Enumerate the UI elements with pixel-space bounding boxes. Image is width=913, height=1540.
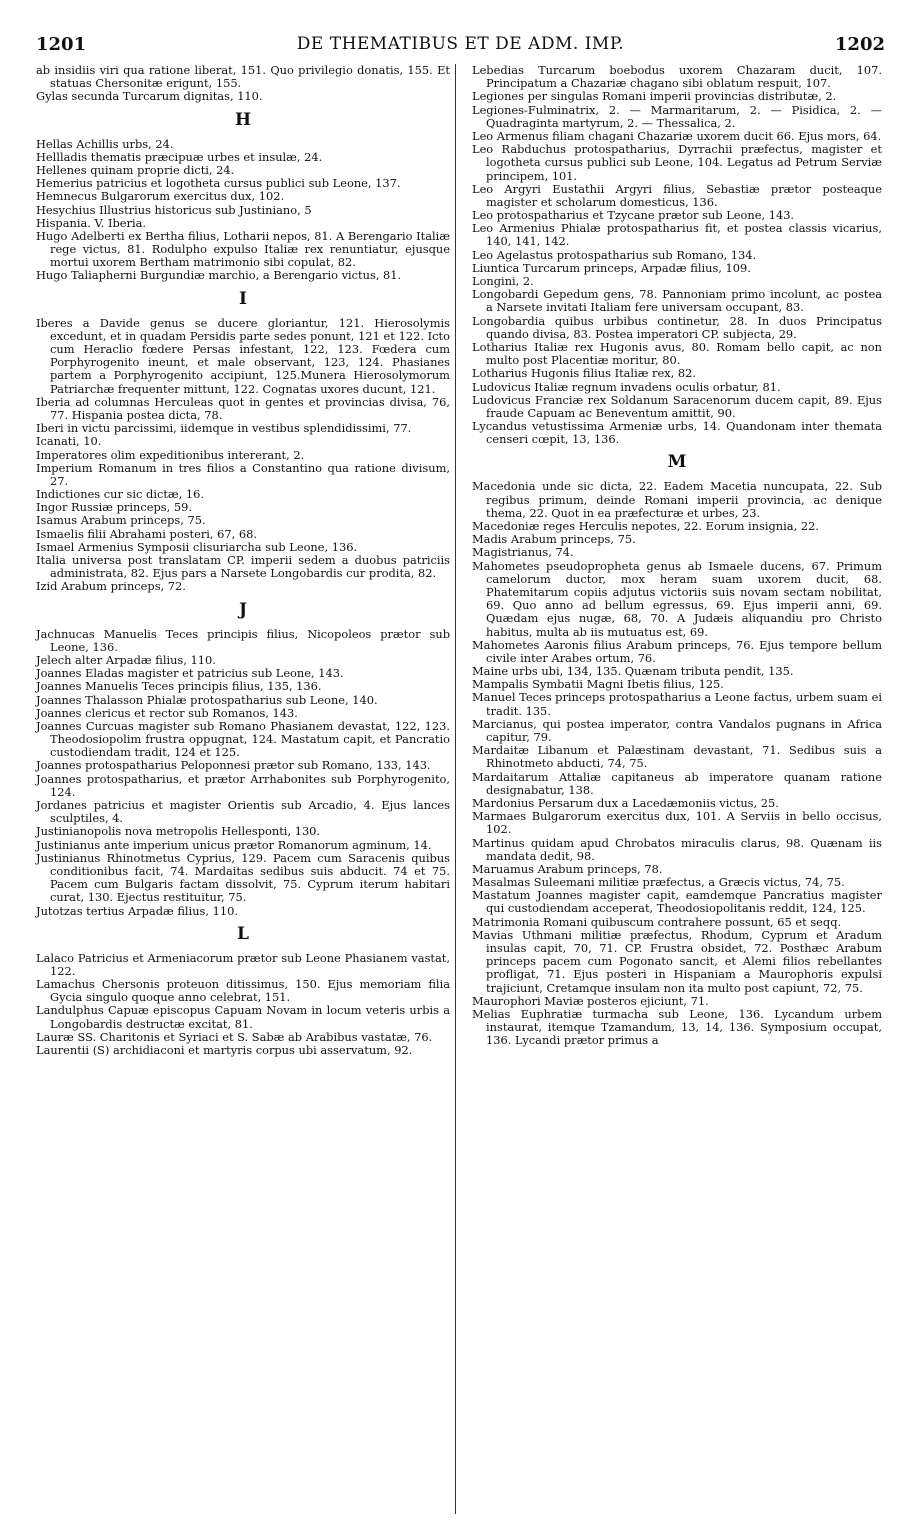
- index-entry: Ismaelis filii Abrahami posteri, 67, 68.: [36, 526, 258, 541]
- index-entry: Martinus quidam apud Chrobatos miraculis clarus, 98. Quænam iis mandata dedit, 98.: [472, 835, 882, 863]
- page-number-left: 1201: [36, 34, 87, 55]
- index-entry: Ingor Russiæ princeps, 59.: [36, 500, 192, 515]
- index-entry: Mardaitæ Libanum et Palæstinam devastant, 71. Sedibus suis a Rhinotmeto abducti, 74, 75.: [472, 743, 882, 771]
- index-entry: Hellenes quinam proprie dicti, 24.: [36, 162, 235, 177]
- right-column: [472, 64, 882, 1048]
- index-entry: Ludovicus Italiæ regnum invadens oculis orbatur, 81.: [472, 379, 781, 394]
- index-entry: Hugo Taliapherni Burgundiæ marchio, a Berengario victus, 81.: [36, 268, 402, 283]
- index-entry: Leo Rabduchus protospatharius, Dyrrachii præfectus, magister et logotheta cursus publici sub Leone, 104. Legatus ad Petrum Serviæ principem, 101.: [472, 142, 882, 183]
- index-entry: Indictiones cur sic dictæ, 16.: [36, 487, 204, 502]
- index-entry: Joannes Thalasson Phialæ protospatharius sub Leone, 140.: [36, 692, 378, 707]
- index-entry: Izid Arabum princeps, 72.: [36, 579, 186, 594]
- index-entry: Legiones per singulas Romani imperii provincias distributæ, 2.: [472, 89, 837, 104]
- index-entry: Mastatum Joannes magister capit, eamdemque Pancratius magister qui custodiendam acceperat, Theodosiopolitanis reddit, 124, 125.: [472, 888, 882, 916]
- index-entry: Mavias Uthmani militiæ præfectus, Rhodum, Cyprum et Aradum insulas capit, 70, 71. CP. Frustra obsidet, 72. Posthæc Arabum princeps pacem cum Pogonato sancit, et Alemi filios rebellantes profligat, 71. Ejus posteri in Hispaniam a Maurophoris expulsi trajiciunt, Cretamque insulam non ita multo post capiunt, 72, 75.: [472, 927, 882, 995]
- column-divider: [455, 64, 456, 1514]
- index-entry: Joannes protospatharius, et prætor Arrhabonites sub Porphyrogenito, 124.: [36, 771, 450, 799]
- index-entry: Lebedias Turcarum boebodus uxorem Chazaram ducit, 107. Principatum a Chazariæ chagano sibi oblatum respuit, 107.: [472, 63, 882, 91]
- index-entry: Leo Armenius Phialæ protospatharius fit, et postea classis vicarius, 140, 141, 142.: [472, 221, 882, 249]
- index-entry: Icanati, 10.: [36, 434, 102, 449]
- index-entry: Leo Argyri Eustathii Argyri filius, Sebastiæ prætor posteaque magister et scholarum domesticus, 136.: [472, 181, 882, 209]
- index-entry: Jachnucas Manuelis Teces principis filius, Nicopoleos prætor sub Leone, 136.: [36, 626, 450, 654]
- index-entry: Mahometes pseudopropheta genus ab Ismaele ducens, 67. Primum camelorum ductor, mox heram suam uxorem ducit, 68. Phatemitarum copiis adjutus victoriis suis novam sectam nobilitat, 69. Quo anno ad bellum egressus, 69. Ejus imperii anni, 69. Quædam ejus nugæ, 68, 70. A Judæis aliquandiu pro Christo habitus, multa ab iis mutuatus est, 69.: [472, 558, 882, 639]
- index-entry: Lotharius Italiæ rex Hugonis avus, 80. Romam bello capit, ac non multo post Placentiæ moritur, 80.: [472, 339, 882, 368]
- index-entry: Maruamus Arabum princeps, 78.: [472, 861, 663, 876]
- index-entry: Joannes Curcuas magister sub Romano Phasianem devastat, 122, 123. Theodosiopolim frustra oppugnat, 124. Mastatum capit, et Pancratio custodiendam tradit, 124 et 125.: [36, 718, 450, 760]
- index-entry: Hellas Achillis urbs, 24.: [36, 136, 174, 151]
- index-entry: Laurentii (S) archidiaconi et martyris corpus ubi asservatum, 92.: [36, 1043, 413, 1057]
- index-entry: Jordanes patricius et magister Orientis sub Arcadio, 4. Ejus lances sculptiles, 4.: [36, 798, 450, 826]
- index-entry: Hispania. V. Iberia.: [36, 215, 147, 230]
- index-entry: Longini, 2.: [472, 274, 534, 288]
- index-entry: Manuel Teces princeps protospatharius a Leone factus, urbem suam ei tradit. 135.: [472, 690, 882, 718]
- section-letter: J: [238, 599, 248, 620]
- index-entry: Iberi in victu parcissimi, iidemque in vestibus splendidissimi, 77.: [36, 421, 412, 436]
- index-entry: Hemerius patricius et logotheta cursus publici sub Leone, 137.: [36, 176, 401, 191]
- index-entry: Ismael Armenius Symposii clisuriarcha sub Leone, 136.: [36, 539, 358, 554]
- index-entry: Magistrianus, 74.: [472, 545, 574, 560]
- index-entry: Matrimonia Romani quibuscum contrahere possunt, 65 et seqq.: [472, 914, 842, 929]
- index-entry: Leo Agelastus protospatharius sub Romano, 134.: [472, 247, 757, 262]
- index-entry: Melias Euphratiæ turmacha sub Leone, 136. Lycandum urbem instaurat, itemque Tzamandum, 13, 14, 136. Symposium occupat, 136. Lycandi prætor primus a: [472, 1006, 882, 1048]
- section-letter: I: [239, 288, 247, 309]
- index-entry: Legiones-Fulminatrix, 2. — Marmaritarum, 2. — Pisidica, 2. — Quadraginta martyrum, 2. — Thessalica, 2.: [472, 102, 882, 130]
- index-entry: Madis Arabum princeps, 75.: [472, 532, 636, 547]
- index-entry: Hellladis thematis præcipuæ urbes et insulæ, 24.: [36, 149, 323, 164]
- index-entry: Marmaes Bulgarorum exercitus dux, 101. A Serviis in bello occisus, 102.: [472, 809, 882, 837]
- index-entry: Joannes Manuelis Teces principis filius, 135, 136.: [36, 679, 322, 694]
- section-letter: H: [234, 109, 252, 130]
- index-entry: Macedoniæ reges Herculis nepotes, 22. Eorum insignia, 22.: [472, 519, 819, 533]
- index-entry: Lauræ SS. Charitonis et Syriaci et S. Sabæ ab Arabibus vastatæ, 76.: [36, 1029, 433, 1044]
- index-entry: Longobardia quibus urbibus continetur, 28. In duos Principatus quando divisa, 83. Postea imperatori CP. subjecta, 29.: [472, 313, 882, 341]
- section-letter: M: [667, 452, 687, 473]
- index-entry: Hugo Adelberti ex Bertha filius, Lotharii nepos, 81. A Berengario Italiæ rege victus, 81. Rodulpho expulso Italiæ rex renuntiatur, ejusque mortui uxorem Bertham matrimonio sibi copulat, 82.: [36, 228, 450, 270]
- section-letter: L: [237, 923, 249, 944]
- index-entry: Lycandus vetustissima Armeniæ urbs, 14. Quandonam inter themata censeri cœpit, 13, 136.: [472, 419, 882, 447]
- index-entry: Lalaco Patricius et Armeniacorum prætor sub Leone Phasianem vastat, 122.: [36, 950, 450, 978]
- index-entry: Longobardi Gepedum gens, 78. Pannoniam primo incolunt, ac postea a Narsete invitati Italiam fere universam occupant, 83.: [472, 287, 882, 315]
- page-number-right: 1202: [834, 34, 885, 55]
- index-entry: Justinianus ante imperium unicus prætor Romanorum agminum, 14.: [36, 837, 432, 852]
- index-entry: Lamachus Chersonis proteuon ditissimus, 150. Ejus memoriam filia Gycia singulo quoque anno celebrat, 151.: [36, 977, 450, 1005]
- index-entry: Imperatores olim expeditionibus intererant, 2.: [36, 447, 305, 462]
- index-entry: Iberia ad columnas Herculeas quot in gentes et provincias divisa, 76, 77. Hispania postea dicta, 78.: [36, 394, 450, 422]
- index-entry: Hesychius Illustrius historicus sub Justiniano, 5: [36, 202, 312, 217]
- index-entry: Justinianopolis nova metropolis Hellesponti, 130.: [36, 824, 321, 839]
- index-entry: Mardonius Persarum dux a Lacedæmoniis victus, 25.: [472, 795, 779, 810]
- index-entry: Masalmas Suleemani militiæ præfectus, a Græcis victus, 74, 75.: [472, 875, 845, 890]
- index-entry: Landulphus Capuæ episcopus Capuam Novam in locum veteris urbis a Longobardis destructæ excitat, 81.: [36, 1003, 450, 1031]
- index-entry: Imperium Romanum in tres filios a Constantino qua ratione divisum, 27.: [36, 460, 450, 488]
- index-entry: Maine urbs ubi, 134, 135. Quænam tributa pendit, 135.: [472, 664, 794, 679]
- index-entry: Mardaitarum Attaliæ capitaneus ab imperatore quanam ratione designabatur, 138.: [472, 769, 882, 797]
- index-entry: Iberes a Davide genus se ducere gloriantur, 121. Hierosolymis excedunt, et in quadam Persidis parte sedes ponunt, 121 et 122. Icto cum Heraclio fœdere Persas infestant, 122, 123. Fœdera cum Porphyrogenito ineunt, et male observant, 123, 124. Phasianes partem a Porphyrogenito accipiunt, 125.Munera Hierosolymorum Patriarchæ frequenter mittunt, 122. Cognatas uxores ducunt, 121.: [36, 315, 450, 396]
- index-entry: Mahometes Aaronis filius Arabum princeps, 76. Ejus tempore bellum civile inter Arabes ortum, 76.: [472, 637, 882, 665]
- index-entry: Hemnecus Bulgarorum exercitus dux, 102.: [36, 189, 285, 204]
- index-entry: Ludovicus Franciæ rex Soldanum Saracenorum ducem capit, 89. Ejus fraude Capuam ac Beneventum amittit, 90.: [472, 392, 882, 420]
- index-entry: Jutotzas tertius Arpadæ filius, 110.: [36, 903, 239, 918]
- index-entry: Lotharius Hugonis filius Italiæ rex, 82.: [472, 366, 697, 381]
- left-column: [36, 64, 450, 1057]
- index-entry: Gylas secunda Turcarum dignitas, 110.: [36, 89, 263, 104]
- index-entry: Isamus Arabum princeps, 75.: [36, 513, 206, 528]
- index-entry: Liuntica Turcarum princeps, Arpadæ filius, 109.: [472, 260, 751, 275]
- index-entry: Mampalis Symbatii Magni Ibetis filius, 125.: [472, 677, 724, 692]
- running-title: DE THEMATIBUS ET DE ADM. IMP.: [296, 34, 625, 54]
- index-entry: Justinianus Rhinotmetus Cyprius, 129. Pacem cum Saracenis quibus conditionibus facit, 74. Mardaitas sedibus suis abducit. 74 et 75. Pacem cum Bulgaris factam dissolvit, 75. Cyprum iterum habitari curat, 130. Ejectus restituitur, 75.: [36, 850, 450, 905]
- index-entry: Marcianus, qui postea imperator, contra Vandalos pugnans in Africa capitur, 79.: [472, 716, 882, 744]
- index-entry: ab insidiis viri qua ratione liberat, 151. Quo privilegio donatis, 155. Et statuas Chersonitæ erigunt, 155.: [36, 63, 450, 91]
- index-entry: Italia universa post translatam CP. imperii sedem a duobus patriciis administrata, 82. Ejus pars a Narsete Longobardis cur prodita, 82.: [36, 553, 450, 581]
- index-entry: Leo Armenus filiam chagani Chazariæ uxorem ducit 66. Ejus mors, 64.: [472, 128, 882, 143]
- index-entry: Macedonia unde sic dicta, 22. Eadem Macetia nuncupata, 22. Sub regibus primum, deinde Romani imperii provincia, ac denique thema, 22. Quot in ea præfecturæ et urbes, 23.: [472, 479, 882, 520]
- index-entry: Joannes protospatharius Peloponnesi prætor sub Romano, 133, 143.: [36, 758, 431, 773]
- index-entry: Maurophori Maviæ posteros ejiciunt, 71.: [472, 993, 709, 1008]
- index-entry: Jelech alter Arpadæ filius, 110.: [36, 652, 216, 667]
- index-entry: Joannes Eladas magister et patricius sub Leone, 143.: [36, 666, 344, 681]
- page-header: [36, 34, 885, 60]
- index-entry: Joannes clericus et rector sub Romanos, 143.: [36, 705, 298, 720]
- index-entry: Leo protospatharius et Tzycane prætor sub Leone, 143.: [472, 208, 795, 223]
